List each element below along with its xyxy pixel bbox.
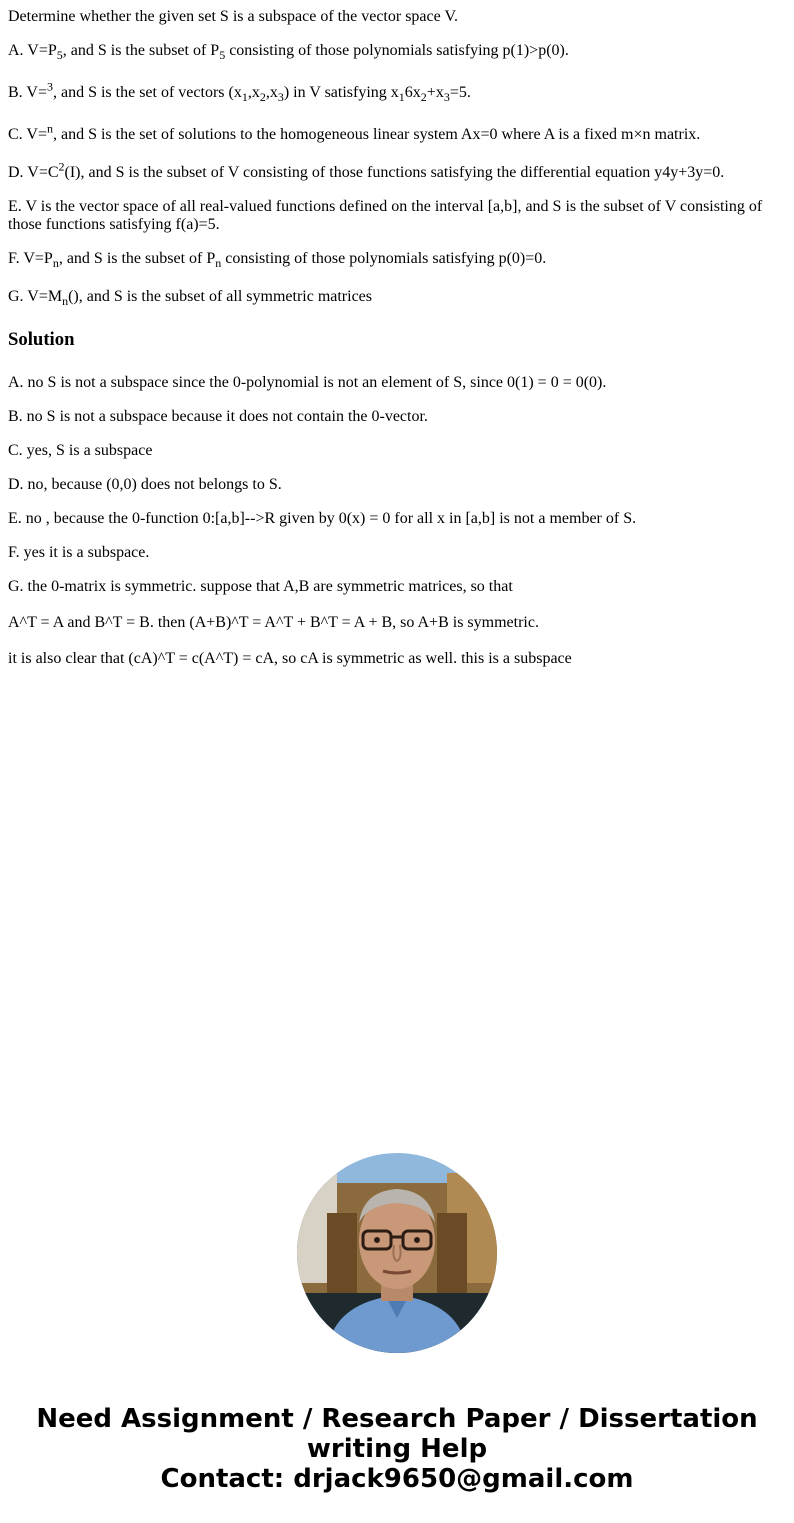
footer-help-text: Need Assignment / Research Paper / Dissertation writing Help — [36, 1404, 758, 1464]
document-content — [8, 8, 778, 684]
avatar-illustration — [297, 1153, 497, 1353]
question-c: C. V=$^n$, and S is the set of solutions to the homogeneous linear system Ax=0 where A is a fixed m×n matrix. — [8, 121, 701, 143]
person-photo-icon — [297, 1153, 497, 1353]
solution-d: D. no, because (0,0) does not belongs to S. — [8, 476, 282, 493]
solution-f: F. yes it is a subspace. — [8, 544, 150, 561]
question-e: E. V is the vector space of all real-valued functions defined on the interval [a,b], and S is the subset of V consisting of those functions satisfying f(a)=5. — [8, 198, 763, 233]
solution-e: E. no , because the 0-function 0:[a,b]-->R given by 0(x) = 0 for all x in [a,b] is not a member of S. — [8, 510, 637, 527]
solution-g-transpose: A^T = A and B^T = B. then (A+B)^T = A^T + B^T = A + B, so A+B is symmetric. — [8, 614, 539, 631]
solution-g-scalar: it is also clear that (cA)^T = c(A^T) = cA, so cA is symmetric as well. this is a subspace — [8, 650, 572, 667]
question-d: D. $V=C^2(I)$, and S is the subset of V consisting of those functions satisfying the differential equation y4y+3y=0. — [8, 159, 725, 181]
intro-text: Determine whether the given set S is a subspace of the vector space V. — [8, 8, 458, 25]
solution-g: G. the 0-matrix is symmetric. suppose that A,B are symmetric matrices, so that — [8, 578, 513, 595]
solution-heading: Solution — [8, 329, 75, 350]
solution-a: A. no S is not a subspace since the 0-polynomial is not an element of S, since 0(1) = 0 = 0(0). — [8, 374, 607, 391]
solution-c: C. yes, S is a subspace — [8, 442, 153, 459]
question-a: A. $V=P_5$, and S is the subset of $P_5$ consisting of those polynomials satisfying p(1)>p(0). — [8, 42, 569, 63]
footer-contact: Contact: drjack9650@gmail.com — [160, 1464, 634, 1494]
question-b: B. V=$^3$, and S is the set of vectors $(x_1,x_2,x_3)$ in V satisfying $x_16x_2+x_3=5$. — [8, 79, 471, 105]
question-g: G. $V=M_n()$, and S is the subset of all symmetric matrices — [8, 288, 373, 309]
solution-b: B. no S is not a subspace because it does not contain the 0-vector. — [8, 408, 428, 425]
question-f: F. $V=P_n$, and S is the subset of $P_n$ consisting of those polynomials satisfying p(0)=0. — [8, 250, 547, 271]
footer-banner — [0, 1404, 794, 1494]
